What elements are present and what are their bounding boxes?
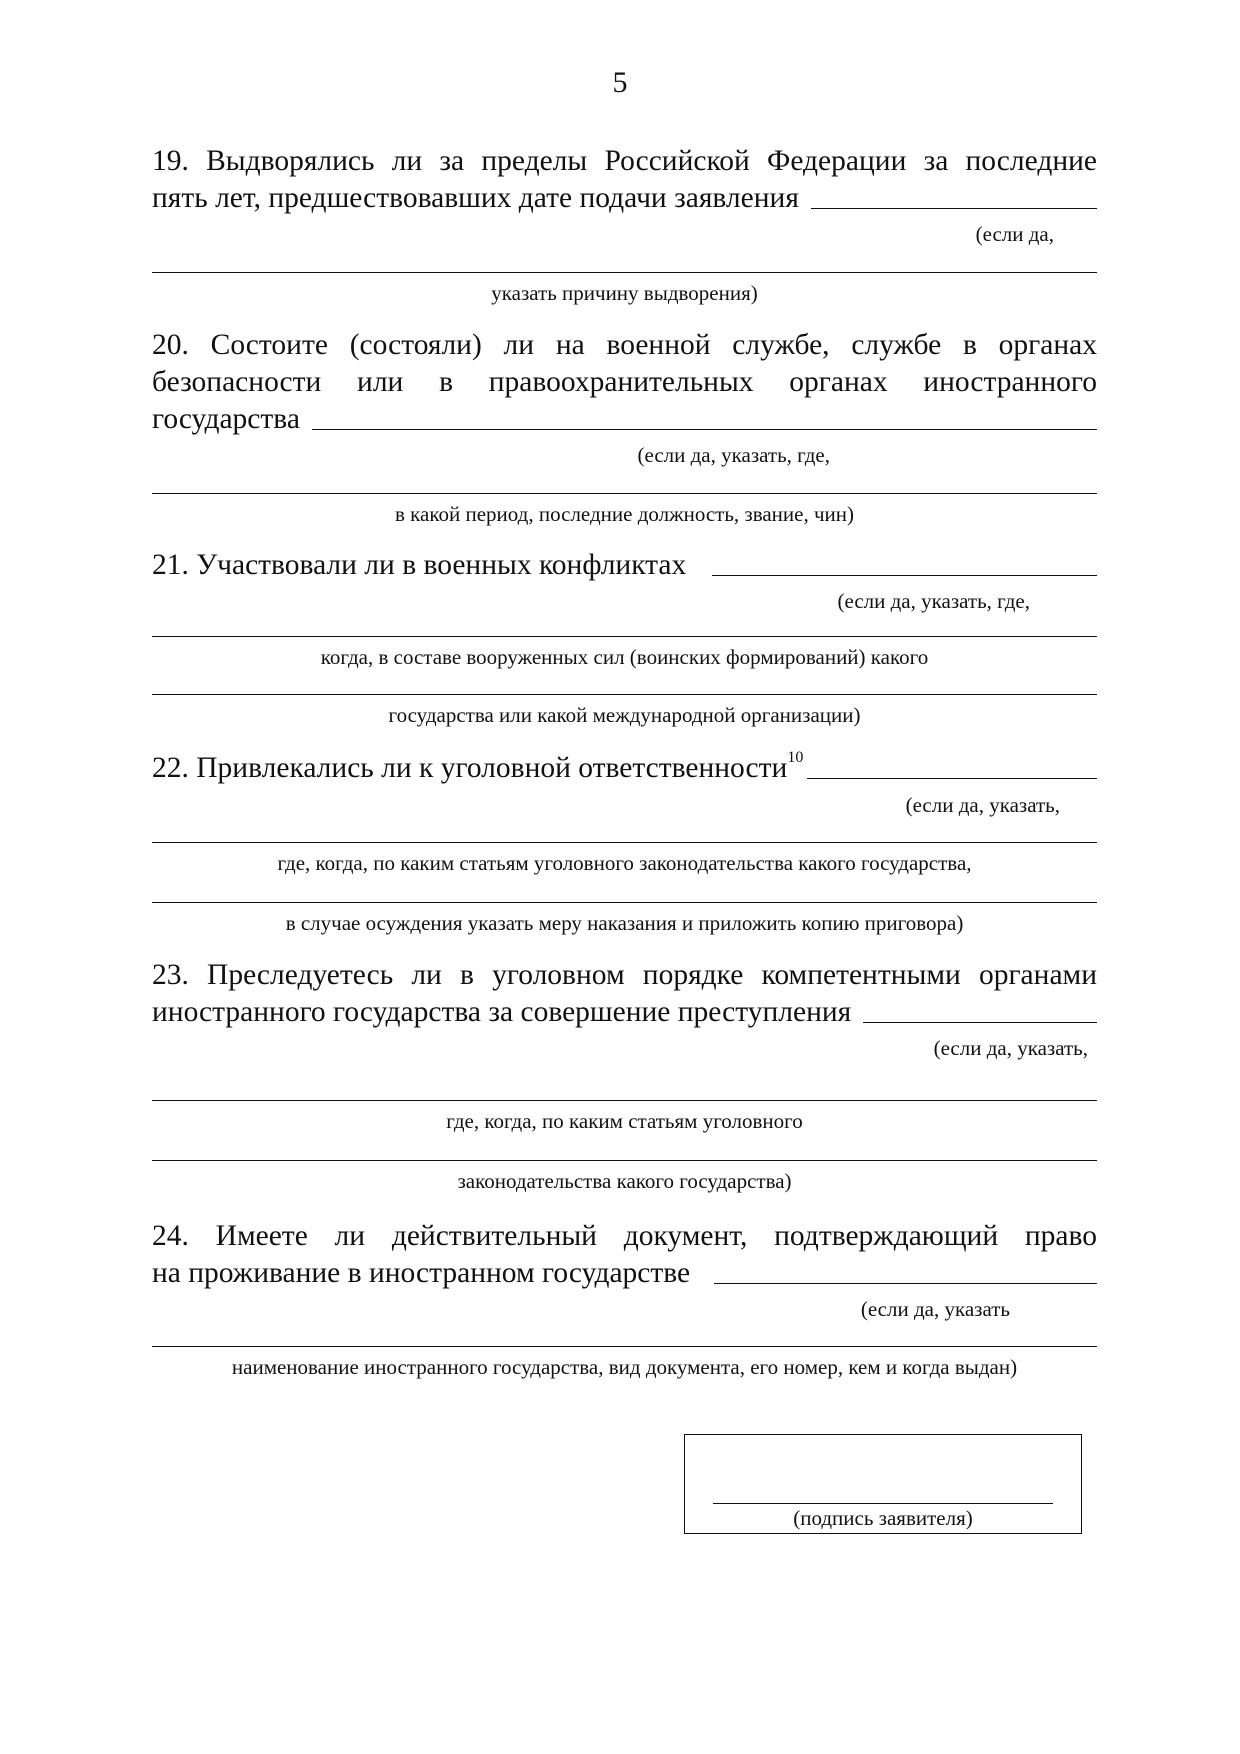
- signature-label: (подпись заявителя): [793, 1506, 973, 1530]
- page-number: 5: [612, 66, 628, 99]
- q20-hint1: (если да, указать, где,: [637, 443, 830, 467]
- q24-line2: на проживание в иностранном государстве: [152, 1257, 691, 1289]
- q20-answer-row: [152, 401, 1097, 438]
- q23-line2: иностранного государства за совершение преступления: [152, 996, 852, 1028]
- q20-detail-field[interactable]: [152, 493, 1097, 494]
- q24-hint1: (если да, указать: [860, 1297, 1010, 1321]
- q22-hint1: (если да, указать,: [905, 793, 1060, 817]
- q24-line1: 24. Имеете ли действительный документ, подтверждающий право: [152, 1220, 1097, 1252]
- q22-detail-field-2[interactable]: [152, 902, 1097, 903]
- q20-hint2: в какой период, последние должность, звание, чин): [394, 502, 855, 526]
- q21-answer-row: [152, 547, 1097, 584]
- q23-answer-field[interactable]: [863, 1022, 1097, 1023]
- q23-hint3: законодательства какого государства): [457, 1169, 792, 1193]
- q19-detail-field[interactable]: [152, 272, 1097, 273]
- q20-line3: государства: [152, 403, 300, 435]
- q24-detail-field[interactable]: [152, 1346, 1097, 1347]
- q19-hint1: (если да,: [975, 222, 1054, 246]
- q23-line1: 23. Преследуетесь ли в уголовном порядке компетентными органами: [152, 959, 1097, 991]
- signature-box: [684, 1434, 1082, 1534]
- q22-hint2: где, когда, по каким статьям уголовного законодательства какого государства,: [277, 851, 972, 875]
- q24-hint2: наименование иностранного государства, вид документа, его номер, кем и когда выдан): [231, 1355, 1018, 1379]
- q23-detail-field-1[interactable]: [152, 1100, 1097, 1101]
- q22-detail-field-1[interactable]: [152, 842, 1097, 843]
- q20-answer-field[interactable]: [312, 429, 1097, 430]
- q22-answer-field[interactable]: [807, 778, 1097, 779]
- q24-answer-row: [152, 1255, 1097, 1292]
- q23-detail-field-2[interactable]: [152, 1160, 1097, 1161]
- footnote-ref: 10: [787, 749, 804, 767]
- q21-answer-field[interactable]: [712, 575, 1097, 576]
- q21-detail-field-2[interactable]: [152, 694, 1097, 695]
- q20-line1: 20. Состоите (состояли) ли на военной службе, службе в органах: [152, 329, 1097, 361]
- q22-answer-row: [152, 750, 1097, 787]
- q21-hint2: когда, в составе вооруженных сил (воинских формирований) какого: [320, 645, 929, 669]
- q23-hint1: (если да, указать,: [933, 1036, 1088, 1060]
- q19-hint2: указать причину выдворения): [491, 281, 758, 305]
- q19-line2: пять лет, предшествовавших дате подачи заявления: [152, 182, 799, 214]
- q22-hint3: в случае осуждения указать меру наказания и приложить копию приговора): [285, 911, 964, 935]
- q24-answer-field[interactable]: [714, 1283, 1097, 1284]
- q21-line1: 21. Участвовали ли в военных конфликтах: [152, 549, 687, 581]
- q19-answer-row: [152, 180, 1097, 217]
- q22-line1: 22. Привлекались ли к уголовной ответственности: [152, 752, 788, 784]
- signature-field[interactable]: [713, 1503, 1053, 1504]
- q19-answer-field[interactable]: [811, 208, 1097, 209]
- q21-detail-field-1[interactable]: [152, 636, 1097, 637]
- q21-hint1: (если да, указать, где,: [837, 589, 1030, 613]
- q19-line1: 19. Выдворялись ли за пределы Российской Федерации за последние: [152, 145, 1097, 177]
- q23-hint2: где, когда, по каким статьям уголовного: [446, 1109, 803, 1133]
- q21-hint3: государства или какой международной организации): [388, 703, 861, 727]
- q23-answer-row: [152, 994, 1097, 1031]
- q20-line2: безопасности или в правоохранительных органах иностранного: [152, 366, 1097, 398]
